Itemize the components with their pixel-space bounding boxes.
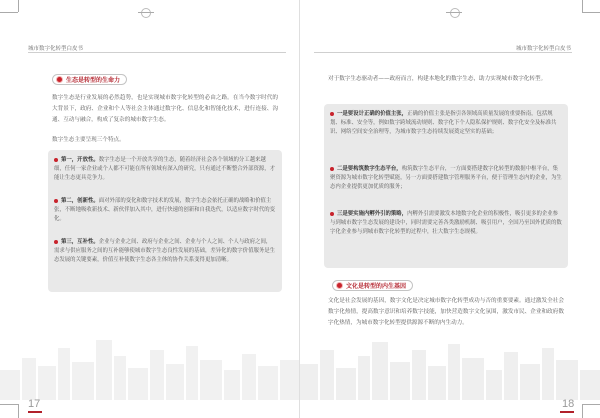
strategy-lead: 一是要设计正确的价值主张，: [337, 111, 408, 117]
section-title: 文化是转型的内生基因: [346, 283, 407, 290]
bullet-dot-icon: [54, 240, 58, 244]
feature-text: 企业与企业之间、政府与企业之间、企业与个人之间、个人与政府之间，需求与供应服务之间的互补能够使城市数字生态良性发展的基础，差异化的数字价值服务是生态发展的关键要素，价值互补使数字生态各主体的协作关系变得更加清晰。: [54, 239, 276, 264]
running-header: 城市数字化转型白皮书: [516, 46, 572, 52]
intro-paragraph: 对于数字生态驱动者——政府而言，构建本地化的数字生态，助力实现城市数字化转型。: [328, 76, 547, 82]
crop-mark: [446, 12, 462, 13]
strategy-item: [330, 210, 562, 238]
feature-item: [54, 197, 276, 225]
crop-mark: [582, 404, 600, 405]
registration-mark: [450, 8, 460, 18]
registration-mark: [141, 8, 151, 18]
crop-mark: [0, 404, 18, 405]
intro-paragraph: 数字生态是行业发展的必然趋势，也是实现城市数字化转型的必由之路。在当今数字时代的大背景下，政府、企业和个人等社会主体通过数字化、信息化和智能化技术，进行连接、沟通、互动与融合，构成了复杂的城市数字生态。: [52, 95, 278, 123]
crop-mark: [582, 0, 583, 12]
section-title-pill: [52, 74, 127, 85]
footer-accent-rule: [560, 411, 574, 413]
feature-text: 面对外部的变化和数字技术的发展，数字生态会依托正确的战略和价值主张，不断地吸收新技术、新伙伴加入其中，进行快速的创新和自我迭代，以适应数字时代的变化。: [54, 198, 276, 223]
footer-accent-rule: [28, 411, 42, 413]
feature-text: 数字生态是一个开放共享的生态，随着经济社会各个领域的分工越来越细，任何一家企业或个人都不可能在所有领域有深入的研究，只有通过不断整合外部资源，才能让生态更具竞争力。: [54, 157, 276, 182]
culture-paragraph: 文化是社会发展的基因，数字文化是决定城市数字化转型成功与否的重要要素。通过激发全社会数字化热情，提高数字意识和培养数字技能，加快营造数字文化氛围，激发市民、企业和政府数字化热情，为城市数字化转型提供源源不断的内生动力。: [328, 298, 564, 326]
page-number: 17: [28, 398, 41, 410]
bullet-dot-icon: [56, 76, 63, 83]
right-page: [300, 0, 600, 418]
strategy-item: [330, 165, 562, 193]
crop-mark: [582, 404, 583, 418]
strategy-lead: 三是要实施内孵外引的策略，: [337, 211, 408, 217]
bullet-dot-icon: [330, 212, 334, 216]
strategy-item: [330, 110, 562, 138]
page-number: 18: [562, 398, 575, 410]
header-rule: [314, 52, 572, 53]
bullet-dot-icon: [330, 167, 334, 171]
bullet-dot-icon: [330, 112, 334, 116]
bullet-dot-icon: [336, 282, 343, 289]
city-skyline-illustration: [0, 320, 300, 400]
header-rule: [28, 52, 286, 53]
crop-mark: [138, 12, 154, 13]
running-header: 城市数字化转型白皮书: [28, 46, 84, 52]
feature-item: [54, 156, 276, 184]
section-title-pill: [332, 280, 413, 291]
crop-mark: [582, 12, 600, 13]
feature-lead: 第一，开放性。: [61, 157, 99, 163]
strategy-lead: 二是要构筑数字生态平台，: [337, 166, 402, 172]
crop-mark: [18, 0, 19, 12]
feature-lead: 第二，创新性。: [61, 198, 99, 204]
bullet-dot-icon: [54, 199, 58, 203]
strategy-text: 构筑数字生态平台，一方面要搭建数字化转型的数据中枢平台，集聚资源为城市数字化转型赋能，另一方面要搭建数字管理服务平台，便于管理生态内的企业，为生态内企业提供更加优质的服务；: [330, 166, 562, 191]
feature-lead: 第三，互补性。: [61, 239, 99, 245]
feature-item: [54, 238, 276, 266]
bullet-dot-icon: [54, 158, 58, 162]
strategy-text: 正确的价值主张是指引各领域高质量发展的重要指南，包括规划、标准、安全等，例如数字跨域流动规则、数字化下个人隐私保护规则、数字化安全及标准共识、网络空间安全治理等，为城市数字生态持续发展奠定坚实的基础；: [330, 111, 557, 136]
features-intro: 数字生态主要呈现三个特点。: [52, 137, 125, 143]
strategy-text: 内孵外引需要激发本地数字化企业的积极性，吸引更多的企业参与到城市数字生态发展的建设中，同时需要完善各类激励机制、吸引用户，全国乃至国外优质的数字化企业参与到城市数字化转型的过程中，壮大数字生态规模。: [330, 211, 562, 236]
city-skyline-illustration: [300, 320, 600, 400]
crop-mark: [18, 404, 19, 418]
crop-mark: [0, 12, 18, 13]
section-title: 生态是转型的生命力: [66, 77, 121, 84]
